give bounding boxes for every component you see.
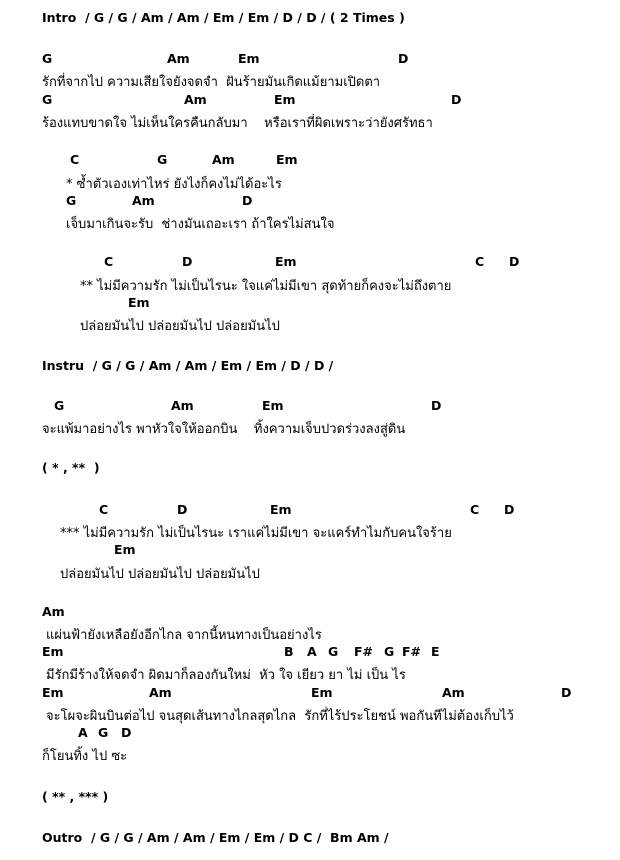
chord: Am [42, 604, 65, 619]
lyric-line: เจ็บมาเกินจะรับ ช่างมันเถอะเรา ถ้าใครไม่สนใจ [66, 217, 335, 232]
lyric-line: แผ่นฟ้ายังเหลือยังอีกไกล จากนี้หนทางเป็นอย่างไร [46, 628, 322, 643]
chord: Em [262, 398, 284, 413]
chord: Am [212, 152, 235, 167]
chord: D [431, 398, 442, 413]
lyric-line: จะโผจะผินบินต่อไป จนสุดเส้นทางไกลสุดไกล รักที่ไร้ประโยชน์ พอกันทีไม่ต้องเก็บไว้ [46, 709, 514, 724]
section-heading: Instru / G / G / Am / Am / Em / Em / D / D / [42, 358, 334, 373]
chord: Em [276, 152, 298, 167]
lyric-line: * ซ้ำตัวเองเท่าไหร่ ยังไงก็คงไม่ได้อะไร [66, 177, 282, 192]
chord: Em [311, 685, 333, 700]
chord: C [475, 254, 485, 269]
chord: D [509, 254, 520, 269]
chord: B [284, 644, 294, 659]
section-heading: Outro / G / G / Am / Am / Em / Em / D C / Bm Am / [42, 830, 389, 845]
lyric-line: ** ไม่มีความรัก ไม่เป็นไรนะ ใจแค่ไม่มีเขา สุดท้ายก็คงจะไม่ถึงตาย [80, 279, 452, 294]
chord: C [70, 152, 80, 167]
section-heading: ( * , ** ) [42, 460, 100, 475]
chord: Em [128, 295, 150, 310]
chord: Em [275, 254, 297, 269]
chord: G [157, 152, 168, 167]
chord: Em [270, 502, 292, 517]
lyric-line: ร้องแทบขาดใจ ไม่เห็นใครคืนกลับมา หรือเราที่ผิดเพราะว่ายังศรัทธา [42, 116, 433, 131]
chord: Am [149, 685, 172, 700]
chord: G [42, 51, 53, 66]
chord: A [307, 644, 317, 659]
lyric-line: *** ไม่มีความรัก ไม่เป็นไรนะ เราแค่ไม่มีเขา จะแคร์ทำไมกับคนใจร้าย [60, 526, 452, 541]
chord: Am [132, 193, 155, 208]
chord: G [54, 398, 65, 413]
chord: Em [42, 644, 64, 659]
chord: E [431, 644, 440, 659]
chord: G [66, 193, 77, 208]
section-heading: Intro / G / G / Am / Am / Em / Em / D / D / ( 2 Times ) [42, 10, 405, 25]
chord: Em [114, 542, 136, 557]
chord: Am [184, 92, 207, 107]
lyric-line: จะแพ้มาอย่างไร พาหัวใจให้ออกบิน ทิ้งความเจ็บปวดร่วงลงสู่ดิน [42, 422, 406, 437]
chord: D [451, 92, 462, 107]
chord: C [104, 254, 114, 269]
chord: C [470, 502, 480, 517]
chord: G [42, 92, 53, 107]
chord: F# [402, 644, 422, 659]
chord: D [177, 502, 188, 517]
section-heading: ( ** , *** ) [42, 789, 109, 804]
chord: G [98, 725, 109, 740]
chord: A [78, 725, 88, 740]
lyric-line: รักที่จากไป ความเสียใจยังจดจำ ฝันร้ายมันเกิดแม้ยามเปิดตา [42, 75, 381, 90]
chord: G [384, 644, 395, 659]
chord: D [504, 502, 515, 517]
lyric-line: ปล่อยมันไป ปล่อยมันไป ปล่อยมันไป [60, 567, 260, 582]
chord: D [398, 51, 409, 66]
chord: Am [167, 51, 190, 66]
chord: G [328, 644, 339, 659]
lyric-line: ปล่อยมันไป ปล่อยมันไป ปล่อยมันไป [80, 319, 280, 334]
chord: Am [442, 685, 465, 700]
chord: F# [354, 644, 374, 659]
chord: D [121, 725, 132, 740]
chord: Em [238, 51, 260, 66]
chord: C [99, 502, 109, 517]
chord: Em [42, 685, 64, 700]
chord: D [182, 254, 193, 269]
chord: Em [274, 92, 296, 107]
lyric-line: มีรักมีร้างให้จดจำ ผิดมาก็ลองกันใหม่ หัว ใจ เยียว ยา ไม่ เป็น ไร [46, 668, 406, 683]
chord: D [561, 685, 572, 700]
chord: D [242, 193, 253, 208]
lyric-line: ก็โยนทิ้ง ไป ซะ [42, 749, 128, 764]
chord: Am [171, 398, 194, 413]
